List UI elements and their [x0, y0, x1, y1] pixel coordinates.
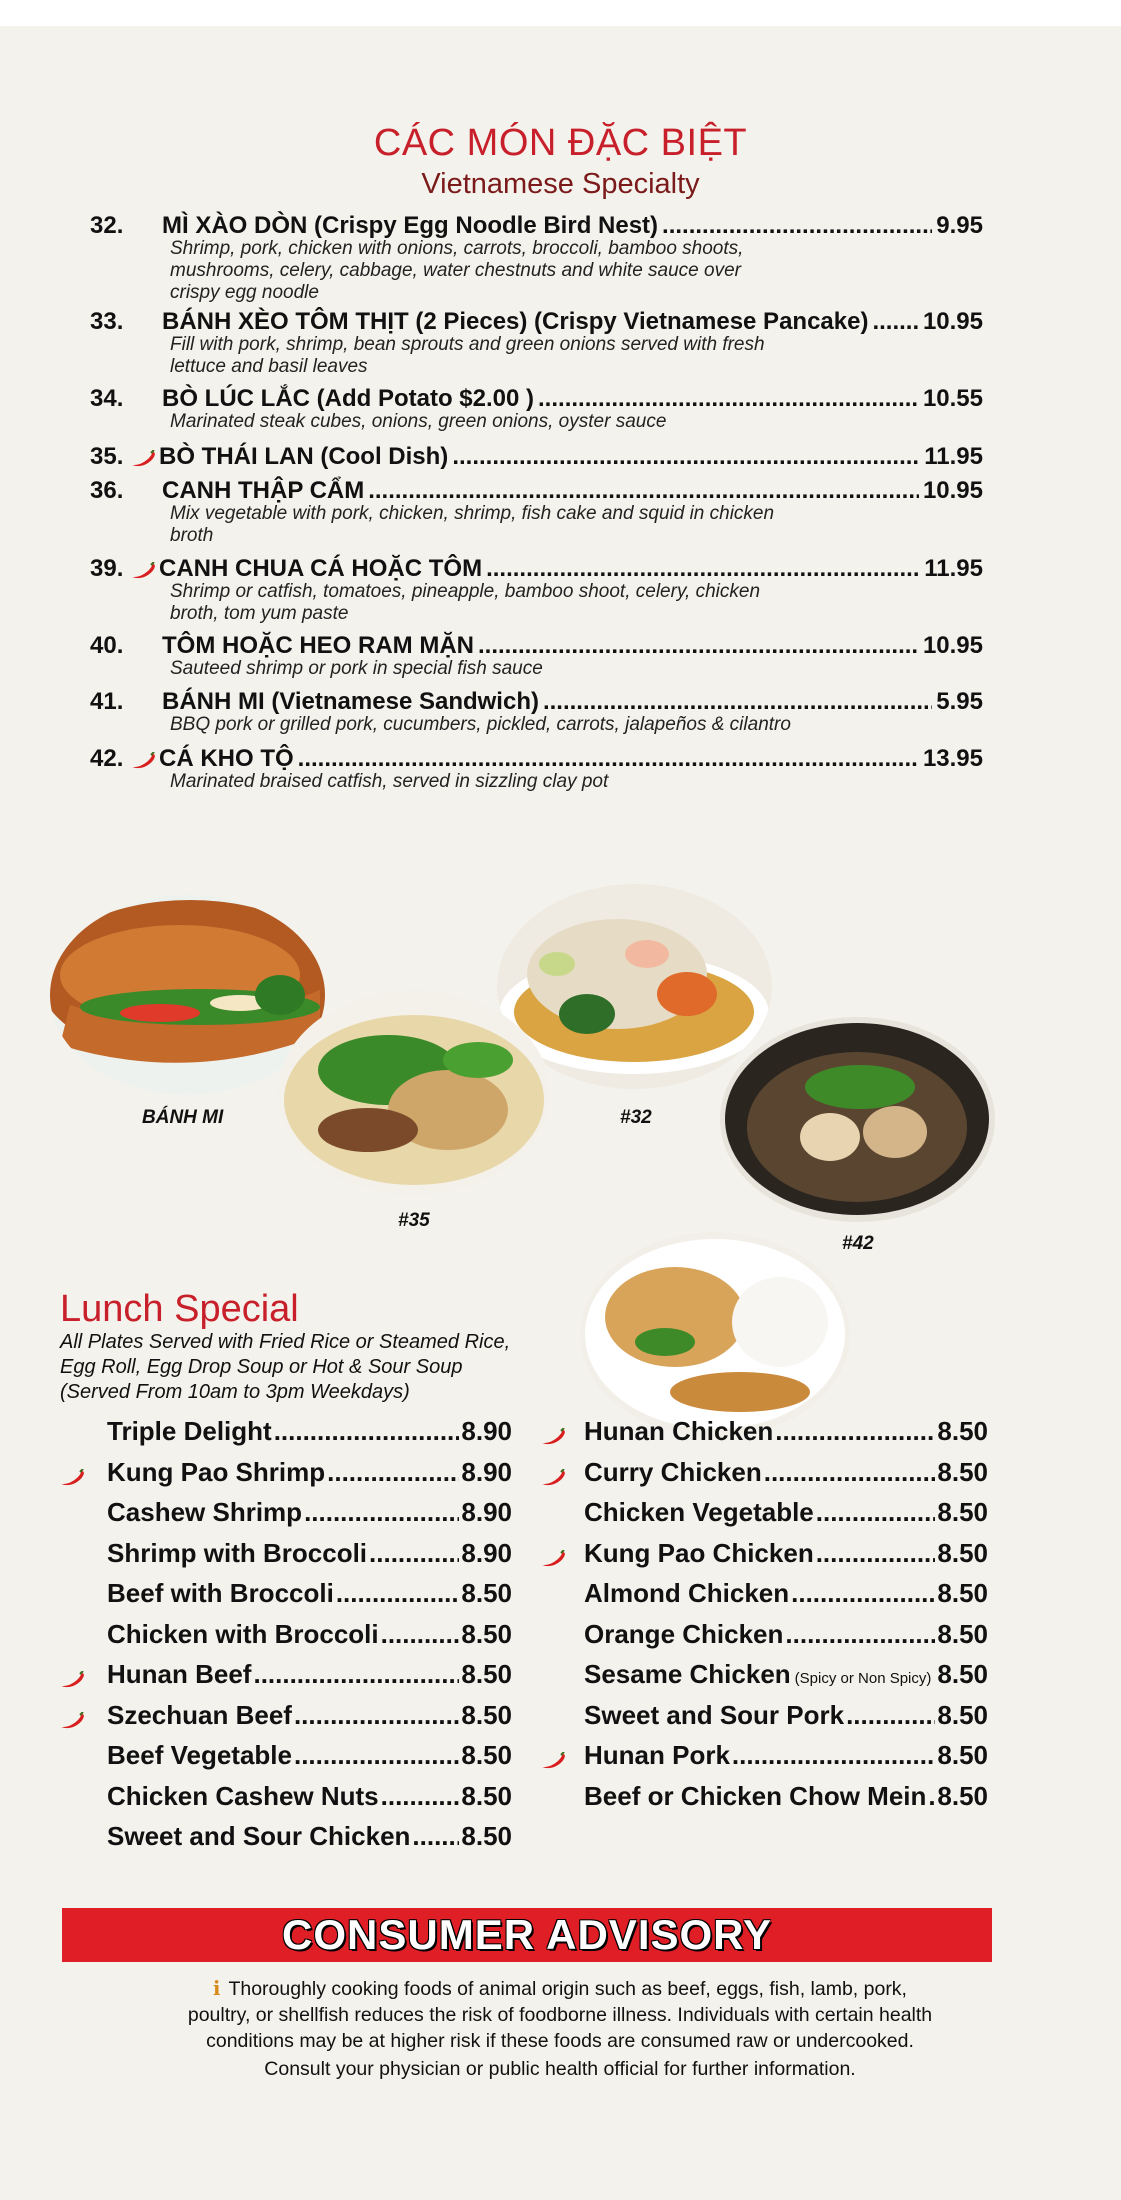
lunch-photo	[580, 1232, 850, 1437]
chili-spicy-icon-wrap	[540, 1544, 566, 1562]
lunch-item-price: 8.90	[461, 1537, 512, 1568]
lunch-item-price: 8.50	[461, 1699, 512, 1730]
lunch-item	[584, 1619, 988, 1660]
lunch-item-name: Sweet and Sour Chicken	[107, 1821, 411, 1851]
chili-pepper-icon	[59, 1469, 85, 1487]
lunch-item-name: Cashew Shrimp	[107, 1497, 303, 1527]
lunch-item	[584, 1700, 988, 1741]
item-number: 34.	[90, 385, 124, 412]
chili-spicy-icon-wrap	[59, 1463, 85, 1481]
lunch-item	[107, 1497, 512, 1538]
specialty-item	[0, 688, 1121, 735]
dish-42-photo	[720, 1017, 995, 1222]
specialty-item	[0, 477, 1121, 546]
consumer-advisory-banner	[62, 1908, 992, 1962]
item-price: 11.95	[924, 555, 983, 582]
lunch-item-name: Orange Chicken	[584, 1618, 784, 1649]
lunch-item	[107, 1578, 512, 1619]
specialty-item	[0, 555, 1121, 624]
lunch-item	[107, 1416, 512, 1457]
specialty-item-line	[0, 212, 1121, 240]
chili-spicy-icon-wrap	[130, 559, 156, 577]
lunch-item-name: Shrimp with Broccoli	[107, 1537, 368, 1568]
specialty-item	[0, 308, 1121, 377]
lunch-item-name: Sesame Chicken	[584, 1659, 791, 1689]
chili-spicy-icon-wrap	[59, 1665, 85, 1683]
item-name: BÁNH XÈO TÔM THỊT (2 Pieces) (Crispy Vietnamese Pancake)	[162, 308, 869, 335]
lunch-item-name: Beef with Broccoli	[107, 1578, 334, 1608]
info-icon: i	[213, 1977, 221, 2000]
item-description: Marinated braised catfish, served in sizzling clay pot	[170, 771, 609, 792]
item-price: 9.95	[936, 212, 983, 239]
chili-pepper-icon	[540, 1550, 566, 1568]
item-price: 10.55	[922, 385, 983, 412]
lunch-item	[584, 1659, 988, 1700]
lunch-item	[584, 1497, 988, 1538]
lunch-item-price: 8.50	[937, 1416, 988, 1446]
specialty-item-line	[0, 688, 1121, 716]
item-number: 40.	[90, 632, 124, 659]
chili-spicy-icon-wrap	[540, 1463, 566, 1481]
dot-leader	[478, 632, 919, 660]
dot-leader	[294, 1700, 459, 1731]
lunch-item-price: 8.50	[937, 1699, 988, 1730]
item-number: 36.	[90, 477, 124, 504]
item-number: 33.	[90, 308, 124, 335]
dot-leader	[304, 1497, 459, 1528]
lunch-item-price: 8.50	[461, 1780, 512, 1811]
dot-leader	[486, 555, 920, 583]
dot-leader	[298, 745, 919, 773]
chili-pepper-icon	[130, 562, 156, 580]
item-price: 10.95	[922, 477, 983, 504]
advisory-line: Thoroughly cooking foods of animal origin such as beef, eggs, fish, lamb, pork,	[228, 1978, 907, 2000]
item-name: CANH CHUA CÁ HOẶC TÔM	[159, 555, 483, 582]
lunch-item-price: 8.50	[461, 1740, 512, 1770]
lunch-item	[584, 1538, 988, 1579]
lunch-item-price: 8.50	[461, 1578, 512, 1608]
item-number: 42.	[90, 745, 124, 772]
page-top-margin	[0, 0, 1121, 26]
chili-pepper-icon	[540, 1752, 566, 1770]
lunch-item	[107, 1821, 512, 1862]
lunch-item-name: Szechuan Beef	[107, 1699, 292, 1730]
lunch-item-name: Chicken Vegetable	[584, 1497, 814, 1527]
specialty-item-line	[0, 477, 1121, 505]
lunch-item-price: 8.50	[937, 1578, 988, 1608]
item-description: Marinated steak cubes, onions, green onions, oyster sauce	[170, 411, 667, 432]
dot-leader	[816, 1538, 936, 1569]
specialty-item	[0, 443, 1121, 471]
lunch-sub-line: All Plates Served with Fried Rice or Steamed Rice,	[60, 1331, 511, 1353]
item-description: broth	[170, 525, 214, 546]
dot-leader	[294, 1740, 459, 1771]
advisory-body	[90, 1976, 1030, 2054]
lunch-item-name: Kung Pao Shrimp	[107, 1456, 326, 1487]
specialty-item-line	[0, 308, 1121, 336]
dish-35-caption: #35	[398, 1210, 430, 1231]
lunch-item-price: 8.90	[461, 1456, 512, 1487]
dot-leader	[732, 1740, 935, 1771]
chili-pepper-icon	[130, 752, 156, 770]
lunch-item-price: 8.90	[461, 1497, 512, 1527]
specialty-item-line	[0, 443, 1121, 471]
lunch-item-price: 8.50	[937, 1740, 988, 1770]
item-name: CÁ KHO TỘ	[159, 745, 294, 772]
item-description: Fill with pork, shrimp, bean sprouts and green onions served with fresh	[170, 334, 765, 355]
dot-leader	[336, 1578, 460, 1609]
item-price: 11.95	[924, 443, 983, 470]
lunch-item-name: Hunan Pork	[584, 1740, 730, 1770]
item-number: 41.	[90, 688, 124, 715]
lunch-item	[107, 1538, 512, 1579]
dot-leader	[662, 212, 932, 240]
lunch-item	[107, 1619, 512, 1660]
dot-leader	[369, 1538, 459, 1569]
specialty-item	[0, 385, 1121, 432]
item-number: 32.	[90, 212, 124, 239]
specialty-item	[0, 632, 1121, 679]
advisory-title: CONSUMER ADVISORY	[282, 1911, 772, 1958]
chili-spicy-icon-wrap	[540, 1746, 566, 1764]
chili-pepper-icon	[540, 1428, 566, 1446]
lunch-item-price: 8.50	[937, 1780, 988, 1811]
lunch-item-name: Triple Delight	[107, 1416, 272, 1446]
dot-leader	[846, 1700, 935, 1731]
lunch-item-name: Beef Vegetable	[107, 1740, 292, 1770]
item-description: Sauteed shrimp or pork in special fish sauce	[170, 658, 543, 679]
lunch-item-price: 8.50	[937, 1456, 988, 1487]
lunch-item-name: Curry Chicken	[584, 1456, 762, 1487]
dish-35-photo	[278, 990, 550, 1195]
specialty-item-line	[0, 745, 1121, 773]
lunch-right-column	[584, 1416, 988, 1821]
dot-leader	[381, 1619, 460, 1650]
chili-spicy-icon-wrap	[130, 447, 156, 465]
item-name: BÒ THÁI LAN (Cool Dish)	[159, 443, 449, 470]
dot-leader	[785, 1619, 935, 1650]
dot-leader	[872, 308, 918, 336]
lunch-item-price: 8.50	[937, 1537, 988, 1568]
specialty-item-line	[0, 632, 1121, 660]
lunch-item-price: 8.90	[461, 1416, 512, 1446]
chili-spicy-icon-wrap	[540, 1422, 566, 1440]
lunch-item-price: 8.50	[937, 1497, 988, 1527]
lunch-item-price: 8.50	[461, 1618, 512, 1649]
lunch-item	[584, 1457, 988, 1498]
lunch-item	[107, 1781, 512, 1822]
lunch-item	[107, 1700, 512, 1741]
lunch-item-price: 8.50	[937, 1618, 988, 1649]
chili-pepper-icon	[59, 1712, 85, 1730]
dot-leader	[253, 1659, 459, 1690]
chili-spicy-icon-wrap	[59, 1706, 85, 1724]
dot-leader	[538, 385, 919, 413]
dot-leader	[543, 688, 932, 716]
item-number: 39.	[90, 555, 124, 582]
specialty-item	[0, 745, 1121, 792]
chili-pepper-icon	[59, 1671, 85, 1689]
dot-leader	[928, 1781, 935, 1812]
lunch-left-column	[107, 1416, 512, 1862]
lunch-item	[584, 1416, 988, 1457]
dot-leader	[368, 477, 919, 505]
dot-leader	[274, 1416, 460, 1447]
dot-leader	[933, 1659, 935, 1690]
item-price: 10.95	[922, 308, 983, 335]
dot-leader	[791, 1578, 935, 1609]
item-price: 13.95	[922, 745, 983, 772]
lunch-item-price: 8.50	[461, 1821, 512, 1851]
item-name: BÒ LÚC LẮC (Add Potato $2.00 )	[162, 385, 535, 412]
lunch-item	[107, 1457, 512, 1498]
chili-pepper-icon	[130, 450, 156, 468]
lunch-item-name: Hunan Beef	[107, 1659, 252, 1689]
lunch-subtitle	[60, 1330, 580, 1405]
dot-leader	[381, 1781, 460, 1812]
lunch-item-name: Almond Chicken	[584, 1578, 790, 1608]
dish-32-caption: #32	[620, 1107, 652, 1128]
lunch-item-price: 8.50	[937, 1659, 988, 1689]
item-number: 35.	[90, 443, 124, 470]
lunch-item	[584, 1740, 988, 1781]
banh-mi-caption: BÁNH MI	[142, 1107, 224, 1128]
lunch-item	[107, 1659, 512, 1700]
lunch-title: Lunch Special	[60, 1288, 299, 1330]
dot-leader	[775, 1416, 935, 1447]
chili-spicy-icon-wrap	[130, 749, 156, 767]
dot-leader	[452, 443, 920, 471]
advisory-line: poultry, or shellfish reduces the risk of foodborne illness. Individuals with certain health	[187, 2004, 933, 2026]
lunch-item	[584, 1578, 988, 1619]
specialty-title-en: Vietnamese Specialty	[421, 168, 700, 200]
specialty-item-line	[0, 385, 1121, 413]
item-price: 10.95	[922, 632, 983, 659]
lunch-sub-line: (Served From 10am to 3pm Weekdays)	[60, 1381, 410, 1403]
advisory-line: conditions may be at higher risk if these foods are consumed raw or undercooked.	[206, 2030, 914, 2052]
dot-leader	[412, 1821, 459, 1852]
specialty-title-vn: CÁC MÓN ĐẶC BIỆT	[373, 122, 748, 164]
item-description: mushrooms, celery, cabbage, water chestnuts and white sauce over	[170, 260, 741, 281]
lunch-item-note: (Spicy or Non Spicy)	[794, 1670, 932, 1687]
item-description: crispy egg noodle	[170, 282, 319, 303]
lunch-item-name: Beef or Chicken Chow Mein	[584, 1780, 927, 1811]
lunch-item	[107, 1740, 512, 1781]
dish-42-caption: #42	[842, 1233, 874, 1254]
item-description: Mix vegetable with pork, chicken, shrimp, fish cake and squid in chicken	[170, 503, 775, 524]
item-name: MÌ XÀO DÒN (Crispy Egg Noodle Bird Nest)	[162, 212, 659, 239]
lunch-item-price: 8.50	[461, 1659, 512, 1689]
item-description: BBQ pork or grilled pork, cucumbers, pickled, carrots, jalapeños & cilantro	[170, 714, 791, 735]
dot-leader	[327, 1457, 459, 1488]
item-price: 5.95	[936, 688, 983, 715]
item-description: Shrimp or catfish, tomatoes, pineapple, bamboo shoot, celery, chicken	[170, 581, 761, 602]
lunch-item	[584, 1781, 988, 1822]
lunch-item-name: Chicken with Broccoli	[107, 1618, 379, 1649]
lunch-item-name: Kung Pao Chicken	[584, 1537, 814, 1568]
lunch-sub-line: Egg Roll, Egg Drop Soup or Hot & Sour Soup	[60, 1356, 463, 1378]
dot-leader	[764, 1457, 936, 1488]
lunch-item-name: Hunan Chicken	[584, 1416, 774, 1446]
advisory-footer: Consult your physician or public health official for further information.	[264, 2058, 856, 2080]
dot-leader	[816, 1497, 936, 1528]
lunch-item-name: Sweet and Sour Pork	[584, 1699, 845, 1730]
item-name: BÁNH MI (Vietnamese Sandwich)	[162, 688, 539, 715]
item-description: lettuce and basil leaves	[170, 356, 368, 377]
item-description: Shrimp, pork, chicken with onions, carrots, broccoli, bamboo shoots,	[170, 238, 744, 259]
chili-pepper-icon	[540, 1469, 566, 1487]
lunch-item-name: Chicken Cashew Nuts	[107, 1780, 379, 1811]
specialty-item-line	[0, 555, 1121, 583]
item-description: broth, tom yum paste	[170, 603, 349, 624]
item-name: TÔM HOẶC HEO RAM MẶN	[162, 632, 474, 659]
specialty-item	[0, 212, 1121, 303]
item-name: CANH THẬP CẨM	[162, 477, 365, 504]
